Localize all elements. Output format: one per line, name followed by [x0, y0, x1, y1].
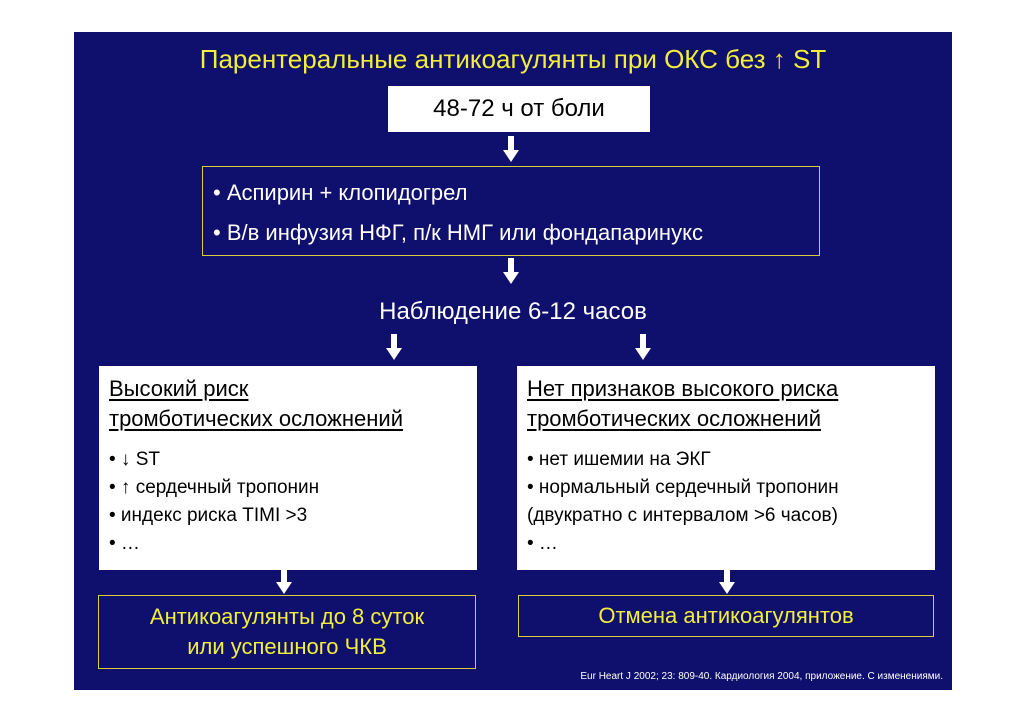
slide-title: Парентеральные антикоагулянты при ОКС без ↑ ST [199, 44, 827, 74]
list-item: • … [109, 533, 140, 554]
down-arrow-icon [503, 136, 519, 164]
initial-therapy-box [202, 166, 820, 256]
low-risk-box [517, 366, 935, 570]
low-risk-heading: Нет признаков высокого риска тромботических осложнений [527, 376, 839, 431]
citation-text: Eur Heart J 2002; 23: 809-40. Кардиология 2004, приложение. С изменениями. [580, 671, 943, 682]
anticoagulant-duration-box: Антикоагулянты до 8 суток или успешного ЧКВ [98, 595, 476, 669]
list-item: • ↓ ST [109, 449, 160, 470]
high-risk-box [99, 366, 477, 570]
list-item: • нормальный сердечный тропонин [527, 477, 839, 498]
therapy-item: • В/в инфузия НФГ, п/к НМГ или фондапаринукс [213, 220, 703, 245]
down-arrow-icon [719, 568, 735, 596]
list-item: • … [527, 533, 558, 554]
list-item: (двукратно с интервалом >6 часов) [527, 505, 838, 526]
anticoagulant-stop-box: Отмена антикоагулянтов [518, 595, 934, 637]
time-from-pain-box: 48-72 ч от боли [388, 86, 650, 132]
down-arrow-icon [503, 258, 519, 286]
list-item: • ↑ сердечный тропонин [109, 477, 320, 498]
high-risk-heading: Высокий риск тромботических осложнений [109, 376, 404, 431]
therapy-item: • Аспирин + клопидогрел [213, 180, 468, 205]
list-item: • нет ишемии на ЭКГ [527, 449, 711, 470]
slide-panel [74, 32, 952, 690]
list-item: • индекс риска TIMI >3 [109, 505, 308, 526]
down-arrow-icon [635, 334, 651, 362]
observation-label: Наблюдение 6-12 часов [379, 298, 647, 325]
down-arrow-icon [386, 334, 402, 362]
down-arrow-icon [276, 568, 292, 596]
